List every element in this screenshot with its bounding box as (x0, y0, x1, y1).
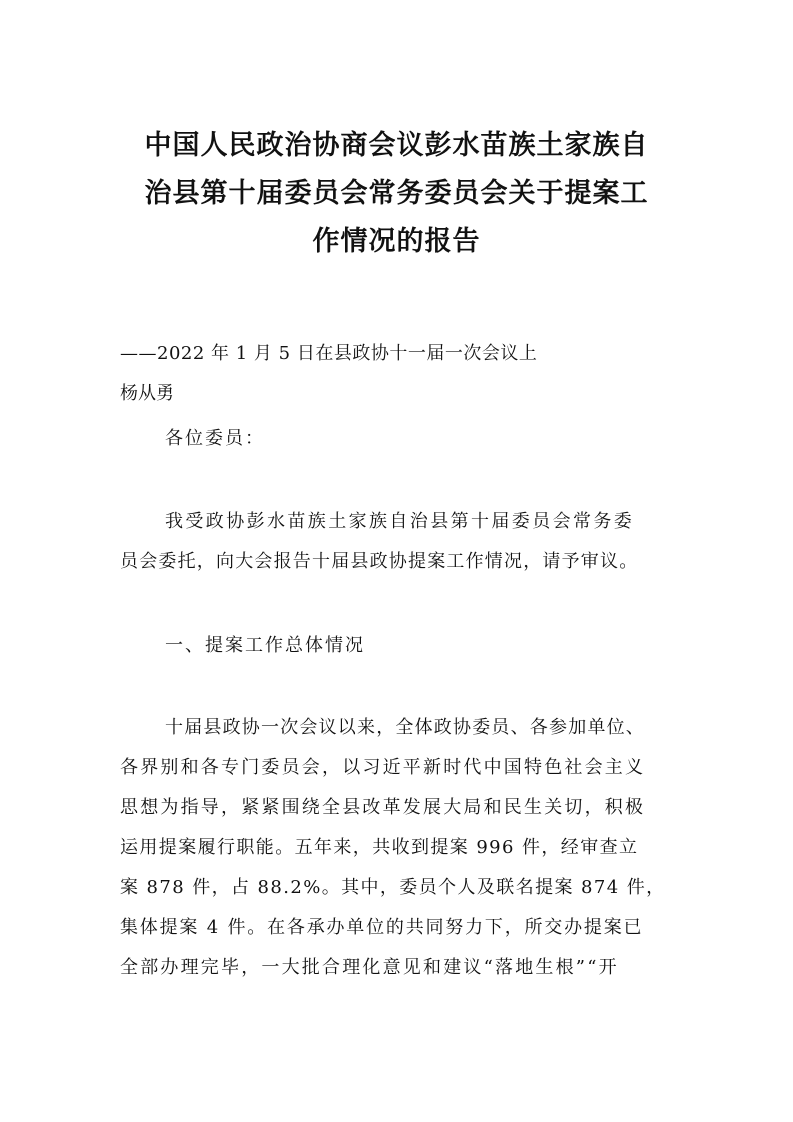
title-line: 中国人民政治协商会议彭水苗族土家族自 (144, 130, 649, 161)
paragraph-line: 运用提案履行职能。五年来，共收到提案 996 件，经审查立 (120, 837, 639, 858)
paragraph-line: 十届县政协一次会议以来，全体政协委员、各参加单位、 (165, 717, 645, 738)
paragraph-line: 各界别和各专门委员会，以习近平新时代中国特色社会主义 (120, 757, 646, 778)
title-line: 治县第十届委员会常务委员会关于提案工 (144, 178, 649, 209)
document-title (120, 122, 673, 266)
greeting: 各位委员： (165, 428, 265, 449)
paragraph-line: 集体提案 4 件。在各承办单位的共同努力下，所交办提案已 (120, 917, 644, 938)
paragraph-line: 思想为指导，紧紧围绕全县改革发展大局和民生关切，积极 (120, 797, 646, 818)
paragraph-line: 员会委托，向大会报告十届县政协提案工作情况，请予审议。 (120, 551, 639, 572)
paragraph-line: 案 878 件，占 88.2%。其中，委员个人及联名提案 874 件， (120, 877, 666, 898)
author-name: 杨从勇 (120, 383, 174, 404)
title-line: 作情况的报告 (312, 226, 481, 257)
section-heading: 一、提案工作总体情况 (165, 635, 365, 656)
document-subtitle: ——2022 年 1 月 5 日在县政协十一届一次会议上 (120, 343, 538, 364)
paragraph-line: 全部办理完毕，一大批合理化意见和建议“落地生根”“开 (120, 957, 619, 978)
paragraph-line: 我受政协彭水苗族土家族自治县第十届委员会常务委 (165, 511, 635, 532)
